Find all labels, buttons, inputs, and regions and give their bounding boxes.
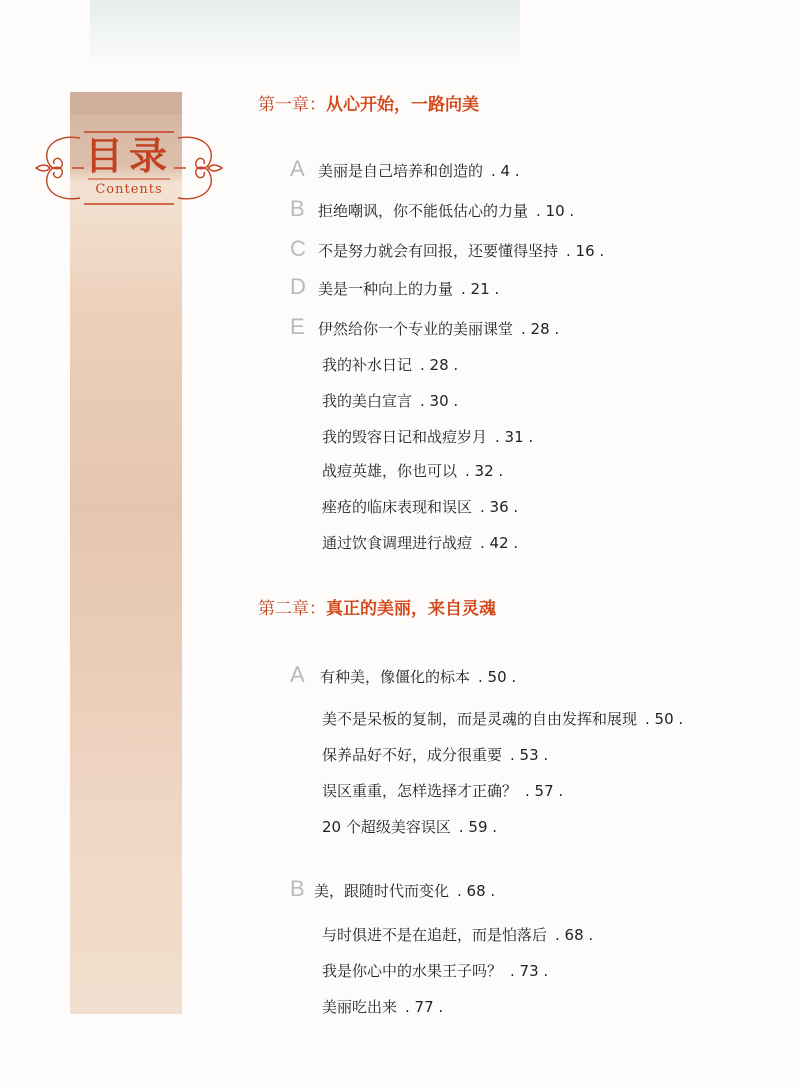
entry-title: 我是你心中的水果王子吗？ bbox=[322, 962, 503, 980]
toc-subentry[interactable] bbox=[322, 354, 458, 375]
entry-title: 我的毁容日记和战痘岁月 bbox=[322, 428, 488, 446]
contents-title: 目录 bbox=[84, 133, 173, 178]
entry-title: 拒绝嘲讽，你不能低估心的力量 bbox=[318, 202, 529, 220]
section-letter: D bbox=[290, 274, 306, 299]
toc-subentry[interactable] bbox=[322, 390, 458, 411]
entry-page: . 57 . bbox=[525, 782, 564, 800]
toc-subentry[interactable] bbox=[322, 460, 503, 481]
entry-title: 通过饮食调理进行战痘 bbox=[322, 534, 473, 552]
entry-page: . 36 . bbox=[480, 498, 519, 516]
section-letter: A bbox=[290, 662, 305, 687]
entry-title: 误区重重，怎样选择才正确？ bbox=[322, 782, 518, 800]
entry-page: . 4 . bbox=[491, 162, 520, 180]
entry-title: 美是一种向上的力量 bbox=[318, 280, 454, 298]
toc-subentry[interactable] bbox=[322, 996, 443, 1017]
entry-page: . 59 . bbox=[458, 818, 498, 836]
entry-page: . 68 . bbox=[457, 882, 496, 900]
entry-page: . 73 . bbox=[510, 962, 549, 980]
entry-page: . 53 . bbox=[510, 746, 549, 764]
section-letter: E bbox=[290, 314, 305, 339]
section-letter: B bbox=[290, 196, 305, 221]
chapter-1-title: 从心开始，一路向美 bbox=[326, 95, 479, 115]
entry-title: 美，跟随时代而变化 bbox=[314, 882, 450, 900]
entry-page: . 30 . bbox=[420, 392, 459, 410]
entry-title: 美丽是自己培养和创造的 bbox=[318, 162, 484, 180]
contents-subtitle: Contents bbox=[95, 182, 163, 197]
chapter-2-label: 第二章： bbox=[258, 599, 326, 619]
entry-title: 痤疮的临床表现和误区 bbox=[322, 498, 473, 516]
toc-subentry[interactable] bbox=[322, 924, 593, 945]
entry-page: . 10 . bbox=[536, 202, 575, 220]
entry-title: 伊然给你一个专业的美丽课堂 bbox=[318, 320, 514, 338]
toc-subentry[interactable] bbox=[322, 816, 497, 837]
chapter-1-heading[interactable] bbox=[258, 90, 479, 115]
entry-page: . 16 . bbox=[566, 242, 605, 260]
entry-title: 战痘英雄，你也可以 bbox=[322, 462, 458, 480]
chapter-2-heading[interactable] bbox=[258, 594, 496, 619]
entry-title: 我的补水日记 bbox=[322, 356, 413, 374]
section-letter: C bbox=[290, 236, 306, 261]
entry-page: . 28 . bbox=[420, 356, 459, 374]
toc-subentry[interactable] bbox=[322, 708, 683, 729]
entry-title: 不是努力就会有回报，还要懂得坚持 bbox=[318, 242, 559, 260]
entry-title: 美不是呆板的复制，而是灵魂的自由发挥和展现 bbox=[322, 710, 638, 728]
entry-title: 20 个超级美容误区 bbox=[322, 818, 451, 836]
toc-subentry[interactable] bbox=[322, 744, 548, 765]
toc-entry-1b[interactable] bbox=[318, 200, 574, 221]
chapter-2-title: 真正的美丽，来自灵魂 bbox=[326, 599, 496, 619]
toc-subentry[interactable] bbox=[322, 426, 533, 447]
toc-entry-1e[interactable] bbox=[318, 318, 559, 339]
entry-title: 美丽吃出来 bbox=[322, 998, 398, 1016]
entry-page: . 31 . bbox=[495, 428, 534, 446]
toc-subentry[interactable] bbox=[322, 496, 518, 517]
entry-page: . 68 . bbox=[555, 926, 594, 944]
entry-page: . 42 . bbox=[480, 534, 519, 552]
entry-page: . 28 . bbox=[521, 320, 560, 338]
entry-page: . 77 . bbox=[405, 998, 444, 1016]
toc-entry-1d[interactable] bbox=[318, 278, 499, 299]
section-letter: A bbox=[290, 156, 305, 181]
toc-subentry[interactable] bbox=[322, 780, 563, 801]
entry-page: . 50 . bbox=[478, 668, 517, 686]
entry-page: . 32 . bbox=[465, 462, 504, 480]
toc-subentry[interactable] bbox=[322, 960, 548, 981]
entry-title: 与时俱进不是在追赶，而是怕落后 bbox=[322, 926, 548, 944]
entry-title: 保养品好不好，成分很重要 bbox=[322, 746, 503, 764]
toc-entry-1c[interactable] bbox=[318, 240, 604, 261]
toc-entry-2b[interactable] bbox=[314, 880, 495, 901]
entry-page: . 21 . bbox=[461, 280, 500, 298]
toc-entry-2a[interactable] bbox=[320, 666, 516, 687]
toc-entry-1a[interactable] bbox=[318, 160, 520, 181]
entry-page: . 50 . bbox=[645, 710, 684, 728]
toc-subentry[interactable] bbox=[322, 532, 518, 553]
section-letter: B bbox=[290, 876, 305, 901]
entry-title: 我的美白宣言 bbox=[322, 392, 413, 410]
entry-title: 有种美，像僵化的标本 bbox=[320, 668, 471, 686]
chapter-1-label: 第一章： bbox=[258, 95, 326, 115]
